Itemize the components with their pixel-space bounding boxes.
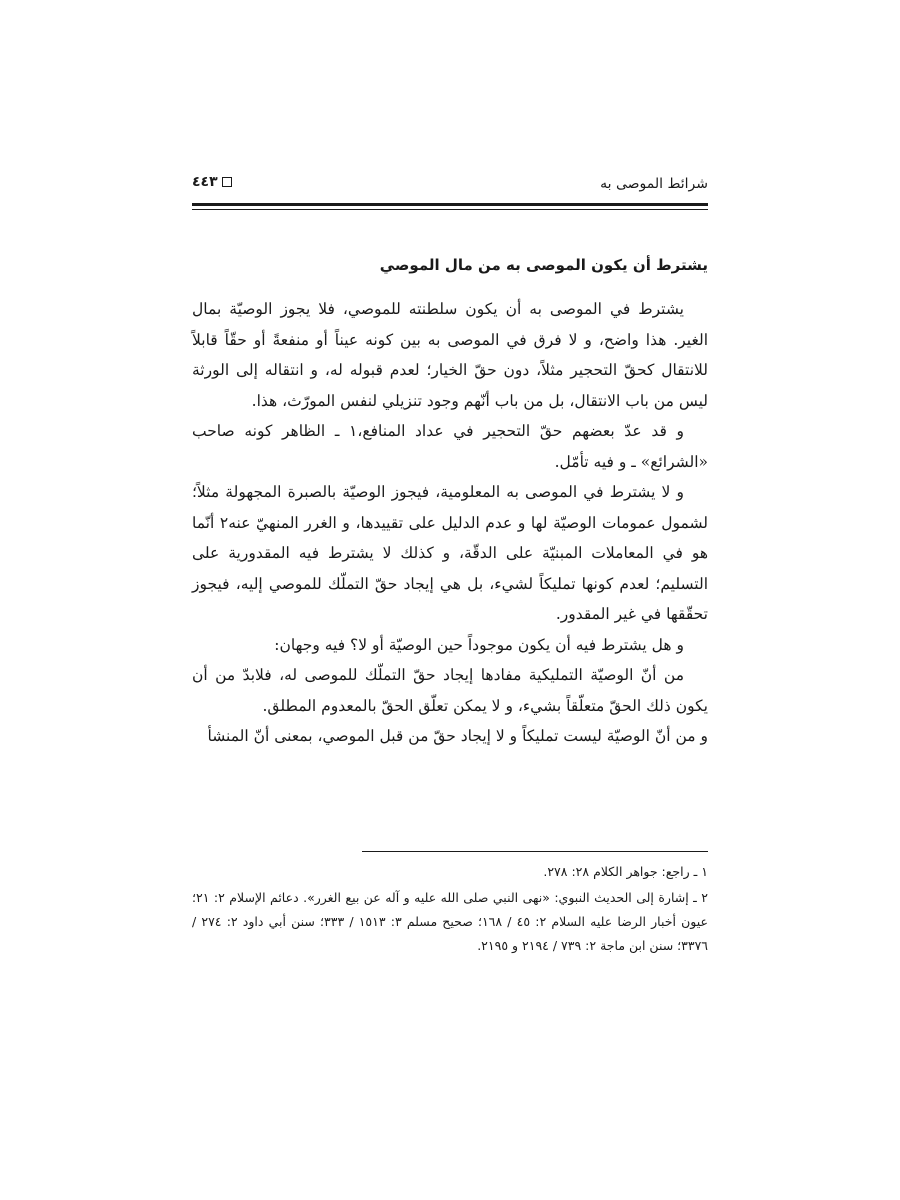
- paragraph: و هل يشترط فيه أن يكون موجوداً حين الوصيّة أو لا؟ فيه وجهان:: [274, 635, 684, 654]
- body-text: [192, 294, 708, 752]
- page-number-block: [192, 174, 232, 190]
- header-rule-thin: [192, 209, 708, 210]
- paragraph: و قد عدّ بعضهم حقّ التحجير في عداد المنافع،١ ـ الظاهر كونه صاحب «الشرائع» ـ و فيه تأمّل.: [192, 422, 708, 471]
- footnotes: [192, 860, 708, 960]
- footnote: ٢ ـ إشارة إلى الحديث النبوي: «نهى النبي صلى الله عليه و آله عن بيع الغرر». دعائم الإسلام ٢: ٢١؛ عيون أخبار الرضا عليه السلام ٢: ٤٥ / ١٦٨؛ صحيح مسلم ٣: ١٥١٣ / ٣٣٣؛ سنن أبي داود ٢: ٢٧٤ / ٣٣٧٦؛ سنن ابن ماجة ٢: ٧٣٩ / ٢١٩٤ و ٢١٩٥.: [192, 890, 708, 953]
- paragraph: من أنّ الوصيّة التمليكية مفادها إيجاد حقّ التملّك للموصى له، فلابدّ من أن يكون ذلك الحقّ متعلّقاً بشيء، و لا يمكن تعلّق الحقّ بالمعدوم المطلق.: [192, 666, 708, 715]
- section-heading: يشترط أن يكون الموصى به من مال الموصي: [379, 256, 708, 274]
- running-title: شرائط الموصى به: [600, 176, 708, 192]
- paragraph: و من أنّ الوصيّة ليست تمليكاً و لا إيجاد حقّ من قبل الموصي، بمعنى أنّ المنشأ: [207, 727, 708, 745]
- paragraph: و لا يشترط في الموصى به المعلومية، فيجوز الوصيّة بالصبرة المجهولة مثلاً؛ لشمول عمومات الوصيّة لها و عدم الدليل على تقييدها، و الغرر المنهيّ عنه٢ أنّما هو في المعاملات المبنيّة على الدقّة، و كذلك لا يشترط فيه المقدورية على التسليم؛ لعدم كونها تمليكاً لشيء، بل هي إيجاد حقّ التملّك للموصي إليه، فيجوز تحقّقها في غير المقدور.: [192, 483, 708, 623]
- footnote: ١ ـ راجع: جواهر الكلام ٢٨: ٢٧٨.: [543, 864, 708, 879]
- paragraph: يشترط في الموصى به أن يكون سلطنته للموصي، فلا يجوز الوصيّة بمال الغير. هذا واضح، و لا فرق في الموصى به بين كونه عيناً أو منفعةً أو حقّاً قابلاً للانتقال كحقّ التحجير مثلاً، دون حقّ الخيار؛ لعدم قبوله له، و انتقاله إلى الورثة ليس من باب الانتقال، بل من باب أنّهم وجود تنزيلي لنفس المورّث، هذا.: [192, 300, 708, 410]
- footnote-separator: [362, 851, 708, 852]
- running-header: [192, 172, 708, 198]
- square-outline-icon: [222, 177, 232, 187]
- header-rule-thick: [192, 203, 708, 206]
- page-number: ٤٤٣: [192, 174, 218, 190]
